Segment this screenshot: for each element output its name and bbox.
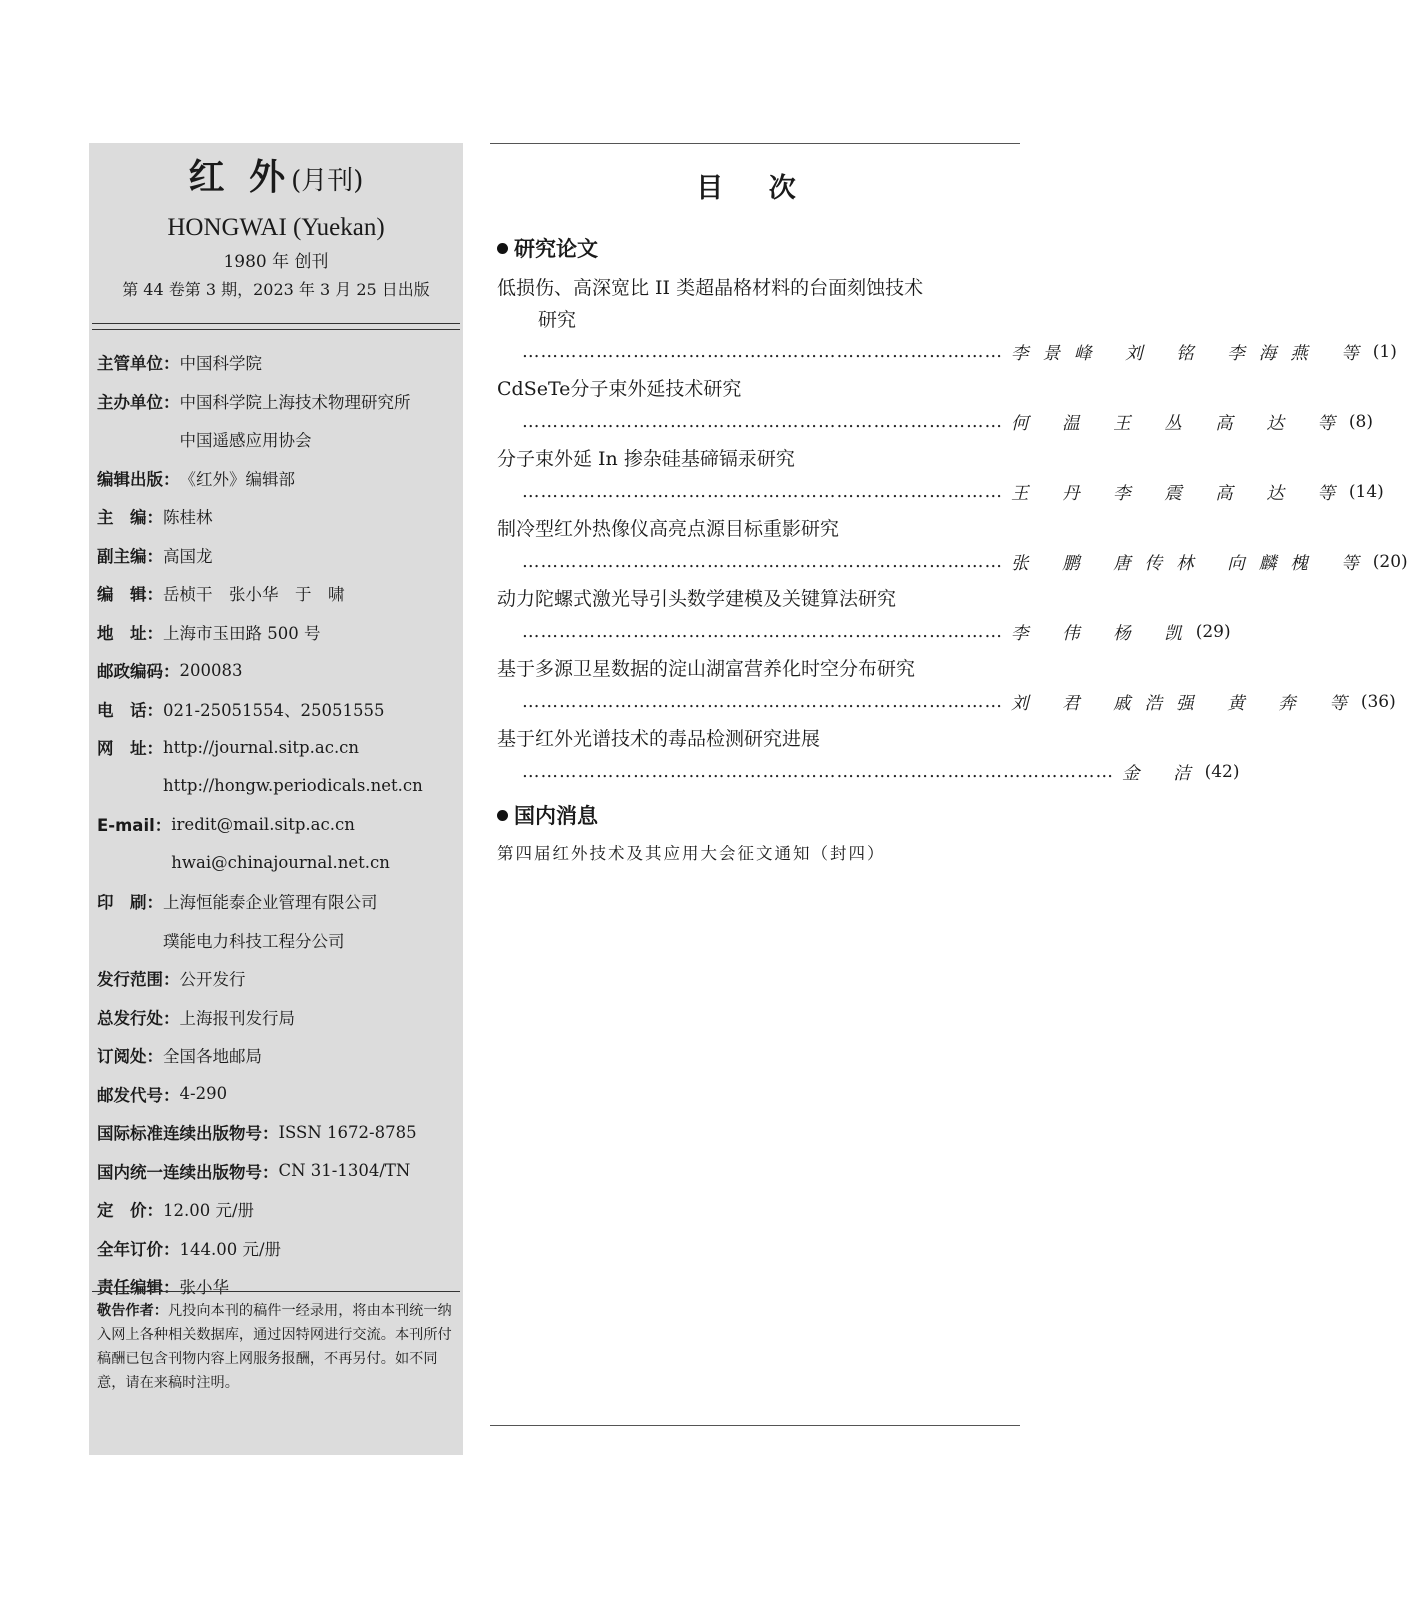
info-row: 主办单位： 中国科学院上海技术物理研究所	[97, 392, 411, 412]
article-authors: 李 伟 杨 凯	[1011, 623, 1196, 644]
article-byline	[522, 687, 1396, 717]
article-page[interactable]: (1)	[1372, 342, 1397, 362]
journal-title-en: HONGWAI (Yuekan)	[167, 214, 385, 241]
leader-dots: ……………………………………………………………………	[522, 342, 1003, 362]
leader-dots: ……………………………………………………………………	[522, 692, 1003, 712]
article-title[interactable]: CdSeTe分子束外延技术研究	[497, 378, 742, 400]
article-page[interactable]: (29)	[1195, 622, 1231, 642]
divider	[92, 323, 460, 324]
info-row: 网 址： http://journal.sitp.ac.cn	[97, 737, 360, 759]
article-authors: 张 鹏 唐传林 向麟槐 等	[1011, 553, 1373, 574]
website-link[interactable]: http://journal.sitp.ac.cn	[163, 737, 360, 757]
news-item[interactable]: 第四届红外技术及其应用大会征文通知（封四）	[497, 844, 886, 863]
article-authors: 刘 君 戚浩强 黄 奔 等	[1011, 693, 1361, 714]
journal-frequency: (月刊)	[291, 166, 364, 196]
article-title[interactable]: 低损伤、高深宽比 II 类超晶格材料的台面刻蚀技术	[497, 277, 924, 299]
divider	[92, 329, 460, 330]
article-title[interactable]: 动力陀螺式激光导引头数学建模及关键算法研究	[497, 588, 897, 610]
bullet-icon	[497, 810, 508, 821]
article-authors: 李景峰 刘 铭 李海燕 等	[1011, 343, 1373, 364]
leader-dots: ……………………………………………………………………………………	[522, 762, 1114, 782]
info-row: 全年订价： 144.00 元/册	[97, 1239, 282, 1259]
info-row: 邮政编码： 200083	[97, 660, 243, 682]
info-row: 定 价： 12.00 元/册	[97, 1201, 255, 1221]
website-link[interactable]: http://hongw.periodicals.net.cn	[163, 776, 423, 796]
publication-info	[97, 343, 457, 1306]
leader-dots: ……………………………………………………………………	[522, 482, 1003, 502]
info-row: 编 辑： 岳桢干 张小华 于 啸	[97, 585, 345, 605]
masthead	[89, 157, 463, 301]
info-row: 国际标准连续出版物号： ISSN 1672-8785	[97, 1122, 417, 1144]
info-row: 主管单位： 中国科学院	[97, 354, 262, 374]
article-title[interactable]: 制冷型红外热像仪高亮点源目标重影研究	[497, 518, 840, 540]
article-title[interactable]: 分子束外延 In 掺杂硅基碲镉汞研究	[497, 448, 795, 470]
info-row	[97, 767, 457, 806]
bullet-icon	[497, 243, 508, 254]
issue-info: 第 44 卷第 3 期，2023 年 3 月 25 日出版	[122, 280, 430, 299]
article-byline	[522, 407, 1373, 437]
divider	[490, 143, 1020, 144]
article-title[interactable]: 基于红外光谱技术的毒品检测研究进展	[497, 728, 821, 750]
info-row: 发行范围： 公开发行	[97, 970, 246, 990]
info-row	[97, 844, 457, 883]
info-row: 邮发代号： 4-290	[97, 1084, 228, 1105]
divider	[490, 1425, 1020, 1426]
info-row: 地 址： 上海市玉田路 500 号	[97, 623, 321, 643]
info-row: 订阅处： 全国各地邮局	[97, 1047, 262, 1067]
article-byline	[522, 547, 1408, 577]
article-page[interactable]: (8)	[1348, 412, 1373, 432]
leader-dots: ……………………………………………………………………	[522, 622, 1003, 642]
leader-dots: ……………………………………………………………………	[522, 412, 1003, 432]
article-title[interactable]: 基于多源卫星数据的淀山湖富营养化时空分布研究	[497, 658, 916, 680]
founded-year: 1980 年 创刊	[223, 252, 329, 272]
info-row: 总发行处： 上海报刊发行局	[97, 1008, 295, 1028]
info-row: 电 话： 021-25051554、25051555	[97, 700, 385, 720]
article-authors: 金 洁	[1122, 763, 1205, 784]
leader-dots: ……………………………………………………………………	[522, 552, 1003, 572]
section-heading: 国内消息	[497, 800, 598, 830]
article-page[interactable]: (36)	[1360, 692, 1396, 712]
info-row: 主 编： 陈桂林	[97, 508, 213, 528]
info-row: 璞能电力科技工程分公司	[163, 931, 345, 951]
article-byline	[522, 477, 1384, 507]
article-authors: 王 丹 李 震 高 达 等	[1011, 483, 1349, 504]
info-row: 责任编辑： 张小华	[97, 1278, 229, 1298]
article-authors: 何 温 王 丛 高 达 等	[1011, 413, 1349, 434]
info-row: 副主编： 高国龙	[97, 546, 213, 566]
email-link[interactable]: hwai@chinajournal.net.cn	[171, 853, 390, 873]
article-byline	[522, 757, 1240, 787]
article-title-cont[interactable]: 研究	[538, 309, 577, 331]
email-link[interactable]: iredit@mail.sitp.ac.cn	[171, 814, 355, 834]
article-page[interactable]: (14)	[1348, 482, 1384, 502]
info-row: 中国遥感应用协会	[179, 431, 312, 451]
author-notice: 敬告作者：凡投向本刊的稿件一经录用，将由本刊统一纳入网上各种相关数据库，通过因特网进行交流。本刊所付稿酬已包含刊物内容上网服务报酬，不再另付。如不同意，请在来稿时注明。	[97, 1303, 452, 1391]
info-row: E-mail： iredit@mail.sitp.ac.cn	[97, 814, 355, 836]
info-row: 印 刷： 上海恒能泰企业管理有限公司	[97, 893, 378, 913]
journal-title: 红 外(月刊)	[188, 156, 364, 198]
toc-title: 目 次	[696, 173, 814, 204]
info-row: 国内统一连续出版物号： CN 31-1304/TN	[97, 1161, 411, 1182]
article-page[interactable]: (42)	[1204, 762, 1240, 782]
section-heading: 研究论文	[497, 233, 598, 263]
divider	[92, 1291, 460, 1292]
masthead-panel	[89, 143, 463, 1455]
info-row: 编辑出版： 《红外》编辑部	[97, 469, 295, 489]
article-byline	[522, 617, 1231, 647]
article-byline	[522, 337, 1397, 367]
article-page[interactable]: (20)	[1372, 552, 1408, 572]
